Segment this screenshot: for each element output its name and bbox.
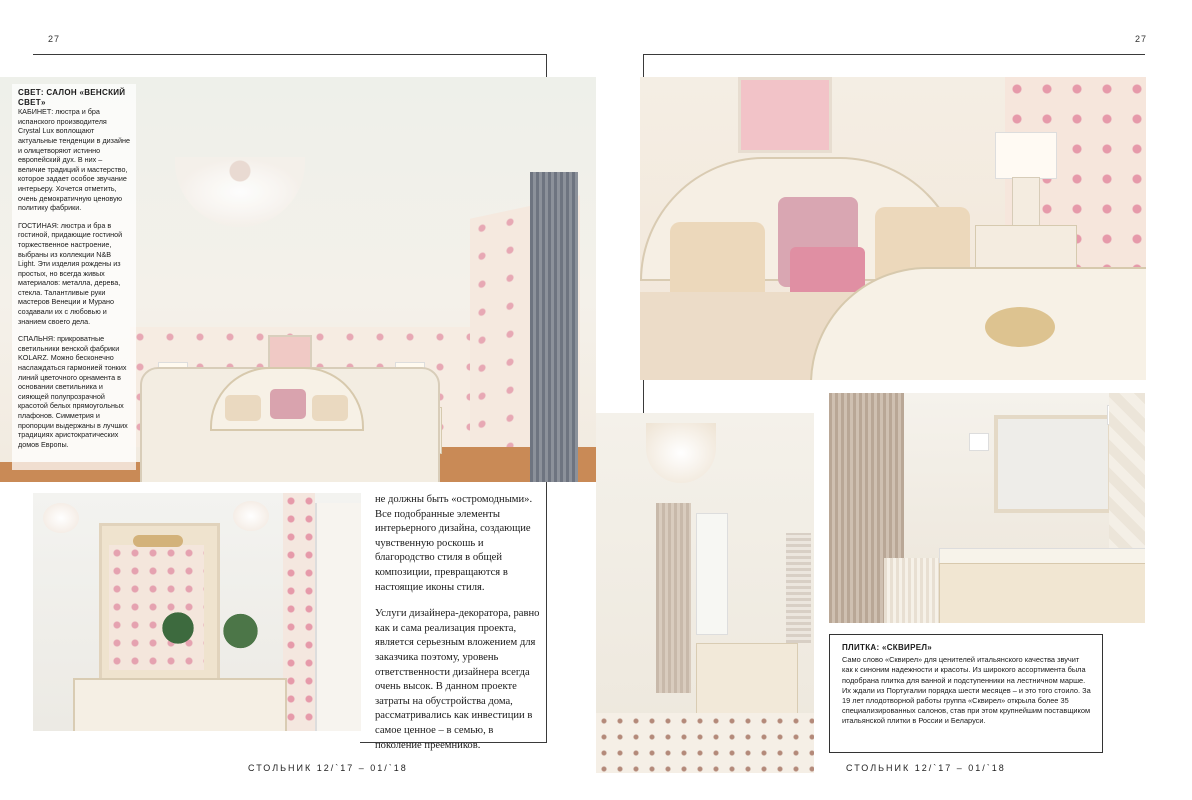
floral-wallpaper xyxy=(283,493,315,731)
chandelier xyxy=(646,423,716,483)
window xyxy=(696,513,728,635)
patterned-floor xyxy=(596,713,814,773)
svet-paragraph-living: ГОСТИНАЯ: люстра и бра в гостиной, придающие гостиной торжественное настроение, выбраны из коллекции N&B Light. Эти изделия рождены из простых, но всегда живых материалов: металла, дерева, стекла. Талантливые руки мастеров Венеции и Мурано создавали их с любовью и знанием своего дела. xyxy=(18,220,123,326)
wall-sconce xyxy=(969,433,989,451)
vanity-cabinet xyxy=(939,563,1145,623)
page-number-right: 27 xyxy=(1135,34,1148,44)
bathroom-vanity-photo xyxy=(829,393,1145,623)
right-frame-top-edge xyxy=(643,54,1145,55)
svet-paragraph-cabinet: КАБИНЕТ: люстра и бра испанского производителя Crystal Lux воплощают актуальные тенденции в дизайне и олицетворяют истинно европейский дух. В них – величие традиций и мастерство, которое задает особое звучание интерьеру. Хочется отметить, очень демократичную ценовую политику фабрики. xyxy=(18,107,130,213)
pillow xyxy=(225,395,261,421)
gold-ornament xyxy=(985,307,1055,347)
svet-heading: СВЕТ: САЛОН «ВЕНСКИЙ СВЕТ» xyxy=(18,88,126,107)
svet-sidebar xyxy=(12,84,136,470)
towel-rail xyxy=(786,533,811,643)
pillow xyxy=(312,395,348,421)
dresser xyxy=(73,678,287,731)
plitka-sidebar xyxy=(829,634,1103,753)
nightstand xyxy=(975,225,1077,272)
mirror-crest xyxy=(133,535,183,547)
bird-picture xyxy=(738,77,832,153)
pillow xyxy=(270,389,306,419)
mirror xyxy=(994,415,1112,513)
svet-paragraph-bedroom: СПАЛЬНЯ: прикроватные светильники венской фабрики KOLARZ. Можно бесконечно наслаждаться гармонией тонких линий цветочного орнамента в основании светильника и сияющей полупрозрачной красотой белых прямоугольных плафонов. Симметрия и пропорции выдержаны в лучших традициях аристократических домов Европы. xyxy=(18,334,128,449)
curtain xyxy=(656,503,691,693)
wall-sconce xyxy=(43,503,79,533)
cushion xyxy=(670,222,765,302)
dresser-photo xyxy=(33,493,361,731)
chandelier xyxy=(175,157,305,227)
article-paragraph-2: Услуги дизайнера-декоратора, равно как и сама реализация проекта, является серьезным вложением для заказчика поэтому, уровень ответственности дизайнера всегда очень высок. В данном проекте затраты на обустройства дома, рассматривались как инвестиции в самое ценное – в семью, в поколение преемников. xyxy=(375,608,540,751)
footer-right: СТОЛЬНИК 12/`17 – 01/`18 xyxy=(846,763,1006,773)
bed-closeup-photo xyxy=(640,77,1146,380)
grey-curtain xyxy=(530,172,578,482)
article-text xyxy=(375,493,540,765)
article-paragraph-1: не должны быть «остромодными». Все подобранные элементы интерьерного дизайна, создающие чувственную роскошь и благородство стиля в общей композиции, превращаются в настоящие иконы стиля. xyxy=(375,494,533,593)
plitka-heading: ПЛИТКА: «СКВИРЕЛ» xyxy=(842,643,933,652)
plitka-text: Само слово «Сквирел» для ценителей итальянского качества звучит как к синоним надежности и красоты. Из широкого ассортимента была подобрана плитка для ванной и подступенники на лестничном марше. Их ждали из Португалии порядка шести месяцев – и это того стоило. За 19 лет плодотворной работы группа «Сквирел» открыла более 35 специализированных салонов, став при этом крупнейшим поставщиком итальянской плитки в России и Беларуси. xyxy=(842,655,1091,726)
footer-left: СТОЛЬНИК 12/`17 – 01/`18 xyxy=(248,763,408,773)
wall-sconce xyxy=(233,501,269,531)
bird-picture xyxy=(268,335,312,369)
bathroom-photo xyxy=(596,413,814,773)
flower-vase xyxy=(158,608,198,648)
page-number-left: 27 xyxy=(48,34,61,44)
radiator-cover xyxy=(884,558,939,623)
table-lamp xyxy=(995,132,1057,179)
flower-vase xyxy=(213,611,268,651)
door xyxy=(315,503,361,731)
